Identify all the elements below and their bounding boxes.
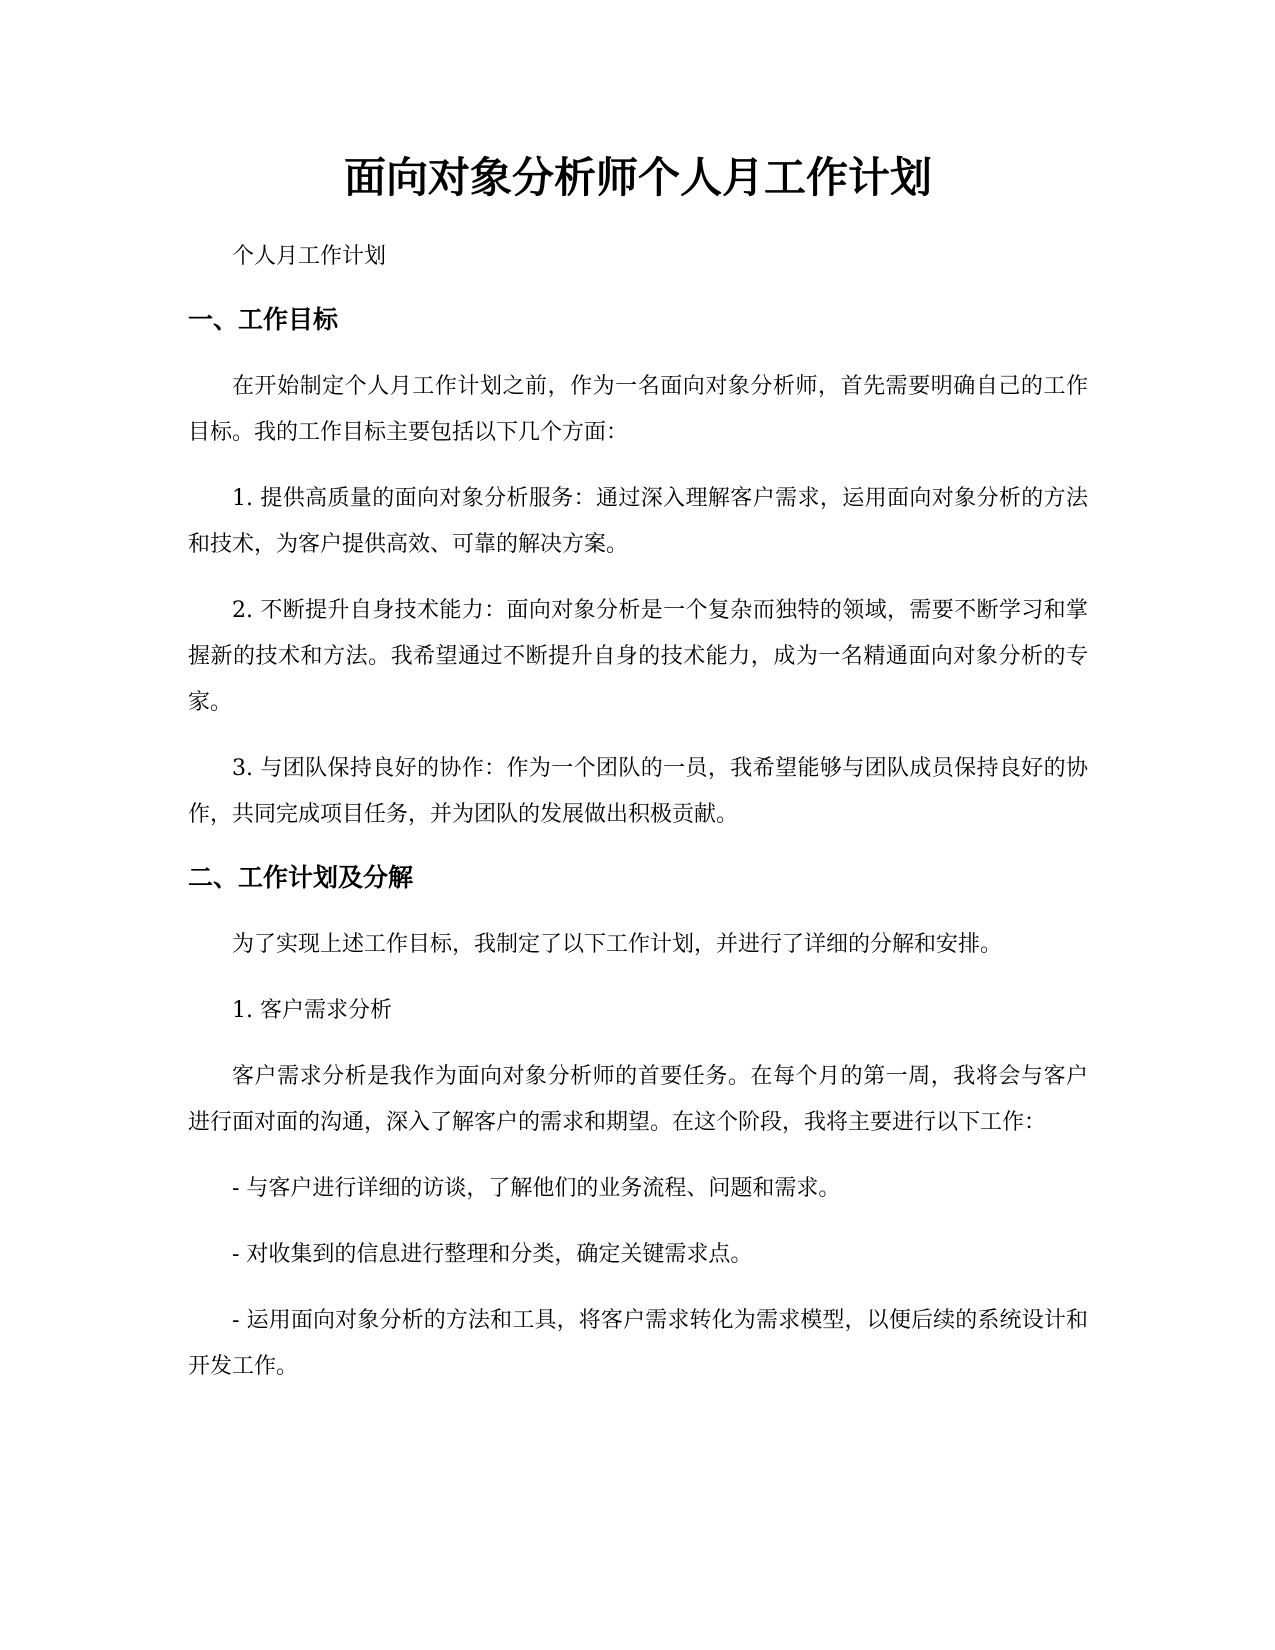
document-subtitle: 个人月工作计划: [232, 244, 387, 269]
document-title: 面向对象分析师个人月工作计划: [343, 153, 932, 202]
list-item: 2. 不断提升自身技术能力：面向对象分析是一个复杂而独特的领域，需要不断学习和掌握新的技术和方法。我希望通过不断提升自身的技术能力，成为一名精通面向对象分析的专家。: [188, 598, 1088, 715]
paragraph: 为了实现上述工作目标，我制定了以下工作计划，并进行了详细的分解和安排。: [232, 932, 1003, 957]
list-item: - 与客户进行详细的访谈，了解他们的业务流程、问题和需求。: [232, 1176, 841, 1201]
subsection-heading: 1. 客户需求分析: [232, 998, 392, 1023]
list-item: 1. 提供高质量的面向对象分析服务：通过深入理解客户需求，运用面向对象分析的方法和技术，为客户提供高效、可靠的解决方案。: [188, 486, 1088, 557]
list-item: - 对收集到的信息进行整理和分类，确定关键需求点。: [232, 1242, 753, 1267]
paragraph: 在开始制定个人月工作计划之前，作为一名面向对象分析师，首先需要明确自己的工作目标。我的工作目标主要包括以下几个方面：: [188, 374, 1088, 445]
list-item: - 运用面向对象分析的方法和工具，将客户需求转化为需求模型，以便后续的系统设计和开发工作。: [188, 1308, 1088, 1379]
paragraph: 客户需求分析是我作为面向对象分析师的首要任务。在每个月的第一周，我将会与客户进行面对面的沟通，深入了解客户的需求和期望。在这个阶段，我将主要进行以下工作：: [188, 1064, 1088, 1135]
section-heading-plan: 二、工作计划及分解: [188, 863, 414, 892]
list-item: 3. 与团队保持良好的协作：作为一个团队的一员，我希望能够与团队成员保持良好的协作，共同完成项目任务，并为团队的发展做出积极贡献。: [188, 756, 1088, 827]
section-heading-goals: 一、工作目标: [188, 305, 339, 334]
document-content: [188, 148, 1088, 1390]
